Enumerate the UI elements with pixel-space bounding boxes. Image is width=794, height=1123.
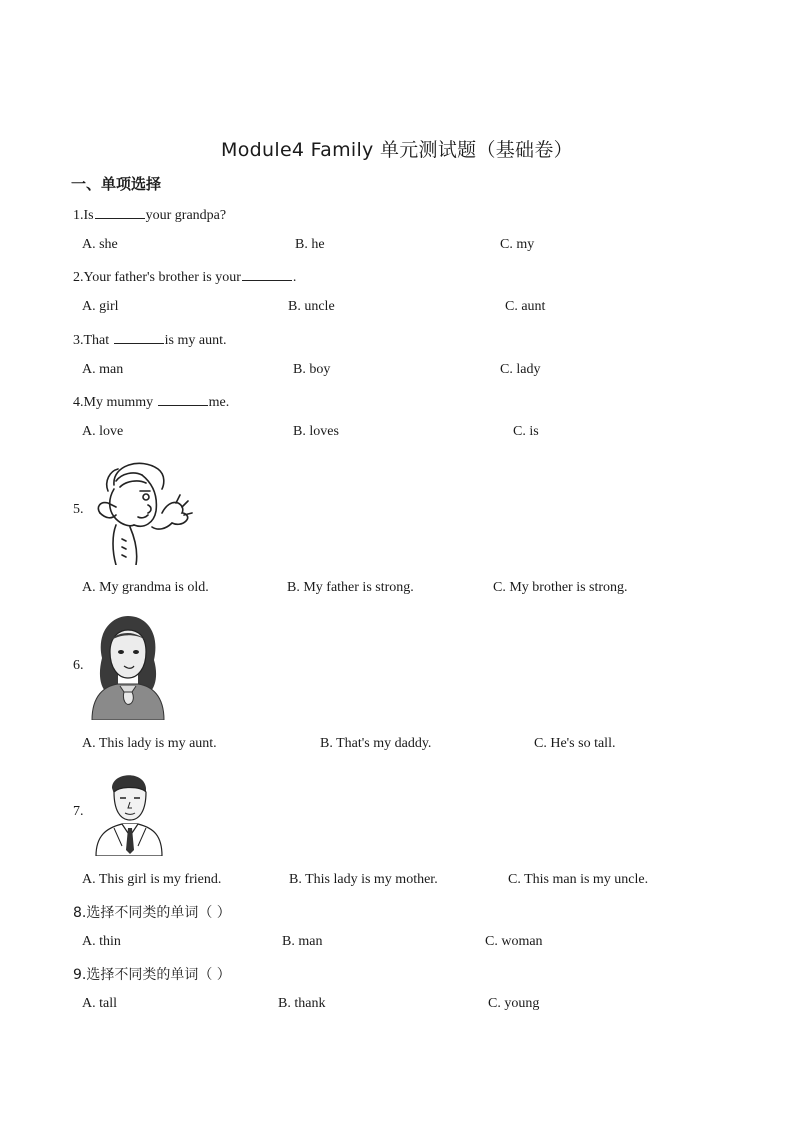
- option-a[interactable]: A. tall: [82, 996, 117, 1011]
- question-7-number: 7.: [73, 804, 84, 819]
- section-heading: 一、单项选择: [71, 175, 162, 193]
- option-a[interactable]: A. This girl is my friend.: [82, 872, 222, 887]
- option-b[interactable]: B. boy: [293, 362, 331, 377]
- option-b[interactable]: B. My father is strong.: [287, 580, 414, 595]
- grandma-illustration: [86, 455, 198, 565]
- question-6-number: 6.: [73, 658, 84, 673]
- option-a[interactable]: A. thin: [82, 934, 121, 949]
- question-3: 3.That is my aunt.: [73, 333, 227, 348]
- option-b[interactable]: B. uncle: [288, 299, 335, 314]
- option-b[interactable]: B. That's my daddy.: [320, 736, 432, 751]
- question-5-number: 5.: [73, 502, 84, 517]
- option-a[interactable]: A. love: [82, 424, 124, 439]
- man-illustration: [92, 766, 164, 856]
- option-b[interactable]: B. thank: [278, 996, 326, 1011]
- option-c[interactable]: C. aunt: [505, 299, 546, 314]
- option-c[interactable]: C. lady: [500, 362, 541, 377]
- answer-blank[interactable]: [158, 393, 208, 406]
- question-8: 8.选择不同类的单词（ ）: [73, 905, 231, 921]
- option-a[interactable]: A. girl: [82, 299, 119, 314]
- option-b[interactable]: B. This lady is my mother.: [289, 872, 438, 887]
- option-a[interactable]: A. man: [82, 362, 124, 377]
- question-2: 2.Your father's brother is your .: [73, 270, 297, 285]
- page-title: Module4 Family 单元测试题（基础卷）: [221, 139, 573, 161]
- option-c[interactable]: C. He's so tall.: [534, 736, 616, 751]
- option-c[interactable]: C. young: [488, 996, 540, 1011]
- answer-blank[interactable]: [242, 268, 292, 281]
- option-c[interactable]: C. My brother is strong.: [493, 580, 628, 595]
- option-c[interactable]: C. my: [500, 237, 535, 252]
- lady-illustration: [88, 612, 168, 720]
- question-9: 9.选择不同类的单词（ ）: [73, 967, 231, 983]
- option-b[interactable]: B. loves: [293, 424, 339, 439]
- question-1: 1.Is your grandpa?: [73, 208, 227, 223]
- question-4: 4.My mummy me.: [73, 395, 230, 410]
- option-a[interactable]: A. My grandma is old.: [82, 580, 209, 595]
- option-a[interactable]: A. This lady is my aunt.: [82, 736, 217, 751]
- option-b[interactable]: B. he: [295, 237, 325, 252]
- option-c[interactable]: C. This man is my uncle.: [508, 872, 649, 887]
- option-b[interactable]: B. man: [282, 934, 323, 949]
- answer-blank[interactable]: [95, 206, 145, 219]
- option-a[interactable]: A. she: [82, 237, 118, 252]
- answer-blank[interactable]: [114, 331, 164, 344]
- option-c[interactable]: C. is: [513, 424, 539, 439]
- option-c[interactable]: C. woman: [485, 934, 543, 949]
